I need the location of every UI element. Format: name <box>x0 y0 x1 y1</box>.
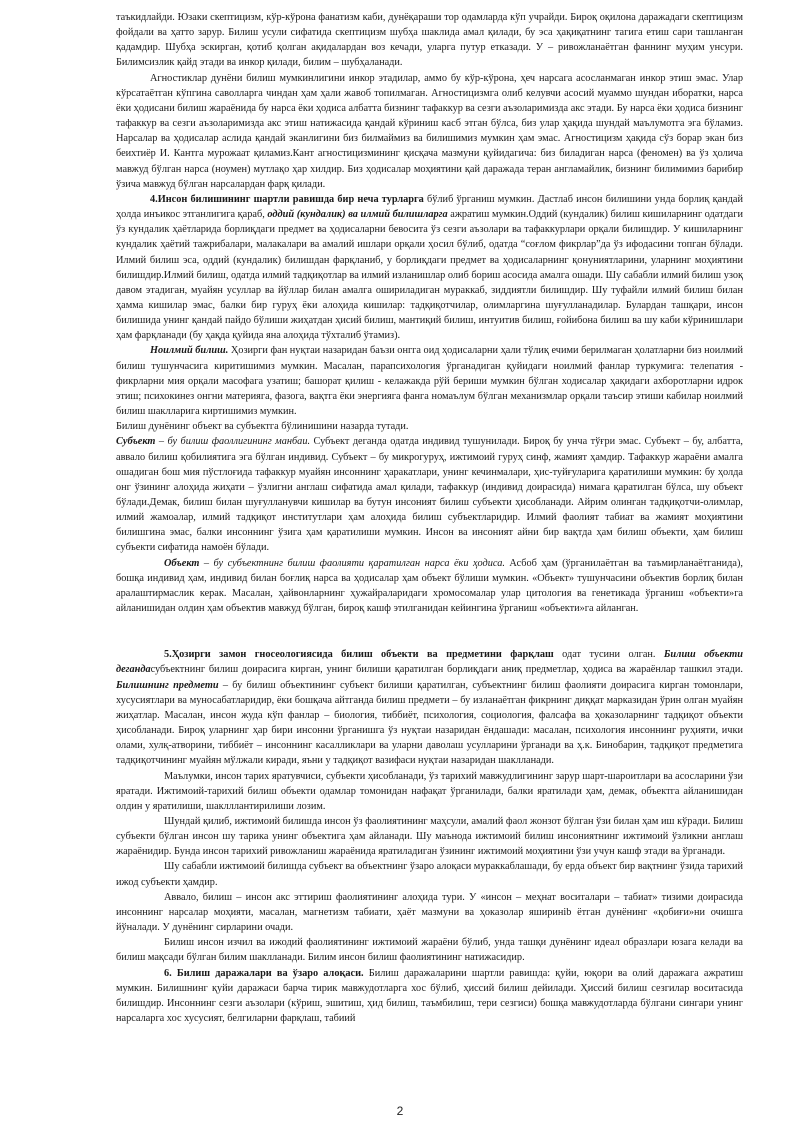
paragraph-non-scientific <box>116 343 743 419</box>
section-6-levels <box>116 966 743 1027</box>
paragraph-subject <box>116 434 743 555</box>
ordinary-scientific-term: оддий (кундалик) ва илмий билишларга <box>267 209 448 221</box>
section-gap <box>116 616 743 647</box>
subject-matter-term: Билишнинг предмети <box>116 679 219 691</box>
document-page <box>116 10 743 1120</box>
paragraph-history-creator: Маълумки, инсон тарих яратувчиси, субъекти ҳисобланади, ўз тарихий мавжудлигининг зарур шарт-шароитлари ва асосларини ўзи яратади. Ижтимоий-тарихий билиш объекти одамлар томонидан нафақат ўрганилади, балки яратилади ҳам, демак, объектга айланишидан олдин у яратилиши, шаклллантирилиши лозим. <box>116 770 743 812</box>
section-5-object-subject-matter <box>116 647 743 768</box>
paragraph-skepticism: таъкидлайди. Юзаки скептицизм, кўр-кўрона фанатизм каби, дунёқараши тор одамларда кўп учрайди. Бироқ оқилона даражадаги скептицизм фойдали ва ҳатто зарур. Билиш усули сифатида скептицизм шубҳа шаклида амал қилади, бу эса ҳақиқатнинг тагига етиш сари ташланган қадамдир. Шубҳа эскирган, қотиб қолган ақидалардан воз кечади, уларга путур етказади. У – ривожланаётган фаннинг муҳим унсури. Билимсизлик қайд этади ва инкор қилади, билим – шубҳаланади. <box>116 12 743 69</box>
object-text: Асбоб ҳам (ўрганилаётган ва таъмирланаётганида), бошқа индивид ҳам, индивид билан боғлиқ нарса ва ҳодисалар ҳам объект бўлиши мумкин. «Объект» тушунчасини объектив борлиқ билан аралаштирмаслик керак. Масалан, ҳайвонларнинг ҳужайраларидаги хромосомалар улар цитология ва генетикада ўрганиш «объекти»га айланишидан олдин ҳам объектив мавжуд бўлган, бироқ кашф этилганидан кейингина ўрганиш «объекти»га айланган. <box>116 557 743 615</box>
non-scientific-text: Ҳозирги фан нуқтаи назаридан баъзи онгга оид ҳодисаларни ҳали тўлиқ ечими берилмаган ҳолатларни биз ноилмий билиш тушунчасига киритишимиз мумкин. Масалан, парапсихология ўрганадиган қуйидаги ноилмий фанлар туркумига: телепатия - фикрларни мия орқали масофага узатиш; башорат қилиш - келажакда рўй бериши мумкин бўлган ходисалар ҳақидаги ахборотларни идрок этиш; психокинез онгни материяга, фазога, вақтга ёки энергияга фанга номаълум бўлган механизмлар орқали таъсир этиши кабилар ноилмий билиш шаклларига киртишимиз мумкин. <box>116 345 743 418</box>
section-6-heading: 6. Билиш даражалари ва ўзаро алоқаси. <box>164 967 364 979</box>
paragraph-reflection: Аввало, билиш – инсон акс эттириш фаолиятининг алоҳида тури. У «инсон – меҳнат воситалари – табиат» тизими доирасида инсоннинг нарсалар моҳияти, масалан, магнетизм табиати, ҳаёт мазмуни ва ҳоказолар яширинib ётган дунёнинг «қобиғи»ни очишга йўналади. У дунёнинг сирларини очади. <box>116 891 743 934</box>
paragraph-subject-object-relation: Шу сабабли ижтимоий билишда субъект ва объектнинг ўзаро алоқаси мураккаблашади, бу ерда объект бир вақтнинг ўзида тарихий ижод субъекти ҳамдир. <box>116 861 743 888</box>
object-definition: – бу субъектнинг билиш фаолияти қаратилган нарса ёки ҳодиса. <box>199 557 505 569</box>
section-4-types-of-cognition <box>116 192 743 344</box>
section-4-text: бўлиб ўрганиш мумкин. Дастлаб инсон билишини унда борлиқ қандай ҳолда инъикос этганлигига қараб, <box>116 193 744 221</box>
section-4-text-cont: ажратиш мумкин.Оддий (кундалик) билиш кишиларнинг одатдаги ўз кундалик ҳаётларида борлиқдаги предмет ва ҳодисаларни бевосита ўз сезги аъзолари ва тафаккурлари орқали билишдир. У кишиларнинг кундалик ҳаётий тажрибалари, малакалари ва амалий ишлари орқали ҳосил бўлиб, одатда “соғлом фикрлар”да ўз ифодасини топган бўлади. Илмий билиш эса, оддий (кундалик) билишдан фарқланиб, у борлиқдаги предмет ва ҳодисаларнинг қонуниятларини, уларнинг моҳиятини билишдир.Илмий билиш, одатда илмий тадқиқотлар ва илмий изланишлар олиб бориш асосида амалга ошади. Шу сабабли илмий билиш узоқ давом этадиган, муайян усуллар ва йўллар билан амалга ошириладиган мураккаб, зиддиятли билишдир. Шу туфайли илмий билиш билан ҳамма кишилар эмас, балки бир гуруҳ ёки алоҳида кишилар: тадқиқотчилар, олимларгина шуғулланадилар. Булардан ташқари, инсон билишида унинг қандай пайдо бўлиши жиҳатдан ҳисий билиш, мантиқий билиш, интуитив билиш, ғойибона билиш ва шу каби кўринишлари ҳам фарқланади (бу ҳақда қуйида яна алоҳида тўхталиб ўтамиз). <box>116 209 743 342</box>
subject-definition: – бу билиш фаоллигининг манбаи. <box>155 436 311 448</box>
page-number: 2 <box>396 1104 404 1118</box>
paragraph-agnosticism: Агностиклар дунёни билиш мумкинлигини инкор этадилар, аммо бу кўр-кўрона, ҳеч нарсага асосланмаган инкор этиш эмас. Улар кўрсатаётган кўпгина саволларга чиндан ҳам ҳали жавоб топилмаган. Агностицизмга олиб келувчи асосий муаммо шундан иборатки, нарса ёки ҳодисани билиш жараёнида бу нарса ёки ҳодиса албатта бизнинг тафаккур ва сезги аъзоларимизда акс этади. Бу нарса ёки ҳодиса бизнинг тафаккур ва сезги аъзоларимизда акс этиш натижасида қандай кўриниш касб этган бўлса, биз улар ҳақида шундай маълумотга эга бўламиз. Нарсалар ва ҳодисалар аслида қандай эканлигини биз билмаймиз ва билишимиз мумкин ҳам эмас. Агностицизм ҳақида сўз борар экан биз беихтиёр И. Кантга мурожаат қиламиз.Кант агностицизмининг қисқача мазмуни қуйидагича: биз биладиган нарса (феномен) ва ўз ҳолича мавжуд бўлган нарса (ноумен) мутлақо ҳар хилдир. Биз ҳодисалар моҳиятини қай даражада теран англамайлик, бизнинг билимимиз барибир ўзича мавжуд бўлган нарсалардан фарқ қилади. <box>116 72 743 190</box>
section-6-text: Билиш даражаларини шартли равишда: қуйи, юқори ва олий даражага ажратиш мумкин. Билишнинг қуйи даражаси барча тирик мавжудотларга хос бўлиб, ҳиссий билиш дейилади. Ҳиссий билиш сезгилар воситасида билишдир. Инсоннинг сезги аъзолари (кўриш, эшитиш, ҳид билиш, таъмбилиш, тери сезгиси) бошқа мавжудотларда бўлгани сингари унинг нарсаларга хос хусусият, белгиларни фарқлаш, табиий <box>116 967 743 1024</box>
paragraph-knowledge-result: Билиш инсон изчил ва ижодий фаолиятининг ижтимоий жараёни бўлиб, унда ташқи дунёнинг идеал образлари юзага келади ва билиш мақсади бўлган билим шаклланади. Билим инсон билиш фаолиятининг натижасидир. <box>116 937 743 964</box>
section-5-text-3: – бу билиш объектининг субъект билиши қаратилган, субъектнинг билиш фаолияти доирасига кирган томонлари, хусусиятлари ва муносабатларидир, ёки бошқача айтганда билиш предмети – бу изланаётган фикрнинг диққат марказидан ўрин олган муайян жиҳатлар. Масалан, инсон жуда кўп фанлар – биология, тиббиёт, психология, социология, фалсафа ва ҳоказоларнинг тадқиқот объекти ҳисобланади. Бироқ уларнинг ҳар бири инсонни ўрганишга ўз нуқтаи назаридан ёндашади: масалан, психология инсоннинг руҳияти, ички олами, хулқ-атворини, тиббиёт – инсоннинг касалликлари ва уларни даволаш усулларини ўрганади ва ҳ.к. Бинобарин, тадқиқот предметига тадқиқотчининг муайян мўлжали киради, яъни у тадқиқот вазифаси нуқтаи назаридан шаклланади. <box>116 679 743 767</box>
subject-term: Субъект <box>116 436 156 448</box>
subject-text: Субъект деганда одатда индивид тушунилади. Бироқ бу унча тўғри эмас. Субъект – бу, албатта, аввало билиш қобилиятига эга бўлган индивид. Субъект – бу микрогуруҳ, ижтимоий гуруҳ синф, жамият ҳамдир. Тафаккур жараёни амалга ошадиган бош мия пўстлоғида тафаккур муайян инсоннинг ҳаракатлари, унинг кечинмалари, ҳис-туйғуларига қаратилиши мумкин: бу ҳолда онг ўзининг алоҳида жиҳати – ўзлигни англаш сифатида амал қилади, тафаккур (индивид доирасида) нимага қаратилган бўлса, шу объект бўлади.Демак, билиш билан шуғулланувчи кишилар ва бутун инсоният билиш субъекти ҳисобланади. Айрим олинган тадқиқотчи-олимлар, илмий жамоалар, илмий тадқиқот институтлари ҳам алоҳида билиш субъектларидир. Илмий фаолият табиат ва жамият моҳиятини билишгина эмас, балки инсоннинг ўзига ҳам қаратилиши мумкин. Инсон ва инсоният айни бир вақтда ҳам билиш объекти, ҳам билиш субъекти сифатида намоён бўлади. <box>116 436 743 554</box>
section-5-heading: 5.Ҳозирги замон гносеологиясида билиш объекти ва предметини фарқлаш <box>164 649 554 661</box>
section-5-text: одат тусини олган. <box>553 649 664 661</box>
section-4-heading: 4.Инсон билишининг шартли равишда бир неча турларга <box>150 193 424 205</box>
paragraph-social-cognition: Шундай қилиб, ижтимоий билишда инсон ўз фаолиятининг маҳсули, амалий фаол жонзот бўлган ўзи билан ҳам иш кўради. Билиш субъекти бўлган инсон шу тарика унинг объектига ҳам айланади. Шу маънода ижтимоий билиш инсониятнинг ижтимоий ўзликни англаш жараёнидир. Бунда инсон тарихий ривожланиш жараёнида яратиладиган ўзининг ижтимоий моҳиятини ўзи учун кашф этади ва ўрганади. <box>116 815 743 858</box>
paragraph-object-subject-intro: Билиш дунёнинг объект ва субъектга бўлинишини назарда тутади. <box>116 421 409 433</box>
non-scientific-term: Ноилмий билиш. <box>150 345 229 357</box>
paragraph-object <box>116 556 743 617</box>
object-term: Объект <box>164 557 200 569</box>
object-of-cognition-term: Билиш объекти деганда <box>116 649 743 676</box>
section-5-text-2: субъектнинг билиш доирасига кирган, унинг билиши қаратилган борлиқдаги аниқ предметлар, ҳодиса ва жараёнлар ташкил этади. <box>150 664 743 676</box>
